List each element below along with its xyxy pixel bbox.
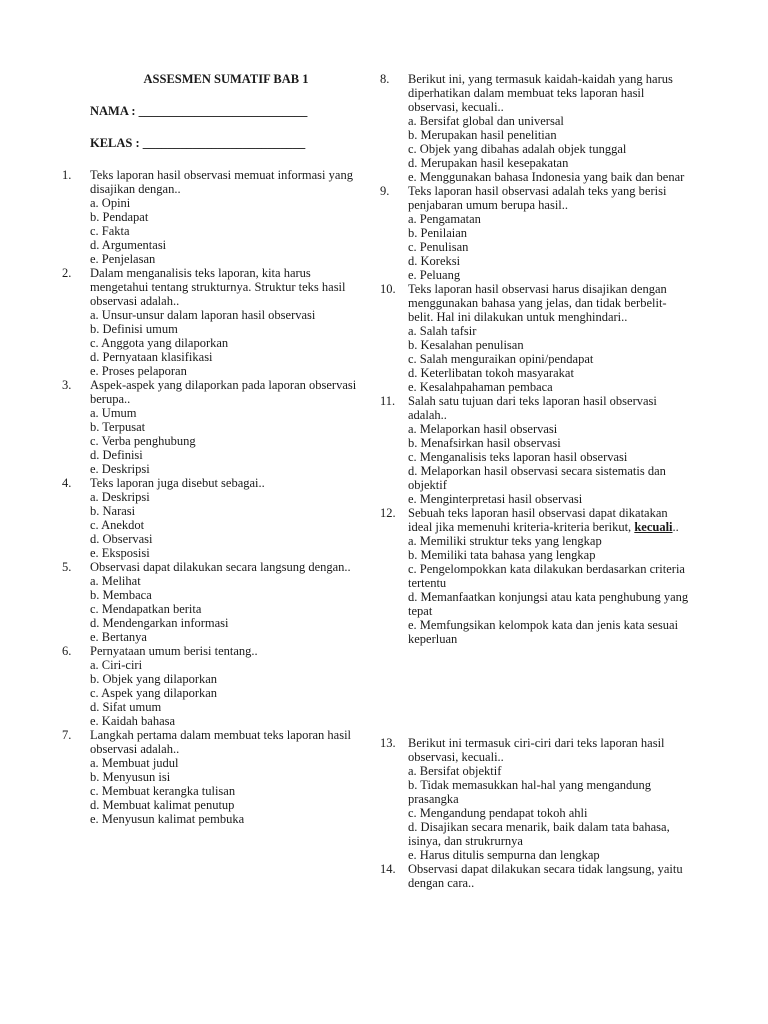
answer-option: e. Eksposisi (90, 546, 150, 560)
question-row (380, 506, 690, 534)
question-number: 8. (380, 72, 390, 86)
answer-option: a. Bersifat global dan universal (408, 114, 564, 128)
question-row (62, 644, 362, 658)
answer-option: c. Fakta (90, 224, 130, 238)
question-list-left (62, 168, 362, 826)
question-row (380, 394, 690, 422)
question-number: 10. (380, 282, 396, 296)
nama-field: NAMA : ___________________________ (90, 104, 308, 118)
answer-option: b. Terpusat (90, 420, 146, 434)
question-item (62, 560, 362, 644)
question-text: Teks laporan hasil observasi harus disajikan dengan menggunakan bahasa yang jelas, dan tidak berbelit-belit. Hal ini dilakukan untuk menghindari.. (408, 282, 667, 324)
question-number: 3. (62, 378, 72, 392)
answer-option: e. Memfungsikan kelompok kata dan jenis kata sesuai keperluan (408, 618, 679, 646)
question-item (380, 72, 690, 184)
question-number: 5. (62, 560, 72, 574)
answer-option: e. Penjelasan (90, 252, 156, 266)
question-text: Teks laporan hasil observasi memuat informasi yang disajikan dengan.. (90, 168, 353, 196)
answer-option: a. Melihat (90, 574, 141, 588)
answer-option: a. Bersifat objektif (408, 764, 502, 778)
answer-option: b. Pendapat (90, 210, 149, 224)
answer-option: b. Kesalahan penulisan (408, 338, 524, 352)
question-item (62, 476, 362, 560)
question-text: Observasi dapat dilakukan secara tidak langsung, yaitu dengan cara.. (408, 862, 683, 890)
answer-option: a. Melaporkan hasil observasi (408, 422, 558, 436)
question-row (380, 184, 690, 212)
answer-option: e. Harus ditulis sempurna dan lengkap (408, 848, 600, 862)
right-column (380, 72, 690, 890)
question-text: Berikut ini termasuk ciri-ciri dari teks laporan hasil observasi, kecuali.. (408, 736, 665, 764)
question-row (380, 282, 690, 324)
question-number: 9. (380, 184, 390, 198)
left-column (62, 72, 362, 826)
answer-option: b. Merupakan hasil penelitian (408, 128, 557, 142)
question-text: Salah satu tujuan dari teks laporan hasil observasi adalah.. (408, 394, 657, 422)
answer-option: e. Proses pelaporan (90, 364, 187, 378)
answer-option: c. Membuat kerangka tulisan (90, 784, 236, 798)
answer-option: d. Argumentasi (90, 238, 167, 252)
question-row (380, 736, 690, 764)
answer-option: e. Kesalahpahaman pembaca (408, 380, 553, 394)
question-row (62, 168, 362, 196)
answer-option: d. Koreksi (408, 254, 461, 268)
question-item (62, 266, 362, 378)
question-text: Dalam menganalisis teks laporan, kita harus mengetahui tentang strukturnya. Struktur teks hasil observasi adalah.. (90, 266, 346, 308)
answer-option: c. Salah menguraikan opini/pendapat (408, 352, 594, 366)
question-item (380, 282, 690, 394)
answer-option: e. Menyusun kalimat pembuka (90, 812, 245, 826)
question-item (380, 736, 690, 862)
answer-option: a. Umum (90, 406, 137, 420)
question-number: 7. (62, 728, 72, 742)
answer-option: a. Salah tafsir (408, 324, 477, 338)
answer-option: a. Pengamatan (408, 212, 481, 226)
answer-option: e. Kaidah bahasa (90, 714, 176, 728)
answer-option: c. Penulisan (408, 240, 469, 254)
answer-option: d. Observasi (90, 532, 153, 546)
answer-option: b. Membaca (90, 588, 152, 602)
answer-option: d. Mendengarkan informasi (90, 616, 229, 630)
answer-option: c. Verba penghubung (90, 434, 196, 448)
question-row (380, 862, 690, 890)
question-item (62, 644, 362, 728)
answer-option: c. Pengelompokkan kata dilakukan berdasarkan criteria tertentu (408, 562, 685, 590)
answer-option: d. Sifat umum (90, 700, 162, 714)
answer-option: d. Membuat kalimat penutup (90, 798, 235, 812)
question-number: 2. (62, 266, 72, 280)
question-number: 13. (380, 736, 396, 750)
question-number: 11. (380, 394, 396, 408)
question-item (380, 862, 690, 890)
keyword-kecuali: kecuali (634, 520, 673, 534)
question-row (62, 560, 362, 574)
answer-option: d. Keterlibatan tokoh masyarakat (408, 366, 574, 380)
answer-option: d. Pernyataan klasifikasi (90, 350, 213, 364)
question-list-right-bottom (380, 736, 690, 890)
question-text: Sebuah teks laporan hasil observasi dapat dikatakan ideal jika memenuhi kriteria-kriteria berikut, kecuali.. (408, 506, 679, 534)
kelas-field: KELAS : __________________________ (90, 136, 306, 150)
answer-option: a. Membuat judul (90, 756, 179, 770)
answer-option: b. Menyusun isi (90, 770, 171, 784)
answer-option: a. Deskripsi (90, 490, 150, 504)
answer-option: b. Penilaian (408, 226, 468, 240)
question-item (380, 394, 690, 506)
answer-option: e. Peluang (408, 268, 461, 282)
question-row (62, 728, 362, 756)
question-number: 12. (380, 506, 396, 520)
answer-option: d. Disajikan secara menarik, baik dalam tata bahasa, isinya, dan strukrurnya (408, 820, 670, 848)
answer-option: d. Memanfaatkan konjungsi atau kata penghubung yang tepat (408, 590, 689, 618)
question-row (62, 476, 362, 490)
answer-option: b. Definisi umum (90, 322, 178, 336)
answer-option: b. Tidak memasukkan hal-hal yang mengandung prasangka (408, 778, 652, 806)
question-row (62, 378, 362, 406)
question-item (62, 728, 362, 826)
question-number: 6. (62, 644, 72, 658)
answer-option: c. Aspek yang dilaporkan (90, 686, 218, 700)
question-text: Teks laporan juga disebut sebagai.. (90, 476, 265, 490)
question-list-right-top (380, 72, 690, 646)
answer-option: c. Menganalisis teks laporan hasil observasi (408, 450, 628, 464)
answer-option: e. Menginterpretasi hasil observasi (408, 492, 583, 506)
answer-option: e. Menggunakan bahasa Indonesia yang baik dan benar (408, 170, 685, 184)
answer-option: c. Mengandung pendapat tokoh ahli (408, 806, 588, 820)
answer-option: b. Memiliki tata bahasa yang lengkap (408, 548, 596, 562)
question-row (62, 266, 362, 308)
answer-option: b. Narasi (90, 504, 136, 518)
question-text: Pernyataan umum berisi tentang.. (90, 644, 258, 658)
question-item (62, 378, 362, 476)
answer-option: a. Opini (90, 196, 131, 210)
answer-option: e. Bertanya (90, 630, 147, 644)
question-number: 4. (62, 476, 72, 490)
answer-option: a. Unsur-unsur dalam laporan hasil observasi (90, 308, 316, 322)
answer-option: a. Ciri-ciri (90, 658, 143, 672)
answer-option: e. Deskripsi (90, 462, 150, 476)
question-text: Berikut ini, yang termasuk kaidah-kaidah yang harus diperhatikan dalam membuat teks laporan hasil observasi, kecuali.. (408, 72, 673, 114)
question-item (380, 506, 690, 646)
question-number: 1. (62, 168, 72, 182)
answer-option: c. Mendapatkan berita (90, 602, 202, 616)
question-number: 14. (380, 862, 396, 876)
question-row (380, 72, 690, 114)
page-title: ASSESMEN SUMATIF BAB 1 (143, 72, 309, 86)
question-text: Langkah pertama dalam membuat teks laporan hasil observasi adalah.. (90, 728, 352, 756)
answer-option: d. Definisi (90, 448, 143, 462)
answer-option: d. Melaporkan hasil observasi secara sistematis dan objektif (408, 464, 666, 492)
answer-option: a. Memiliki struktur teks yang lengkap (408, 534, 602, 548)
column-gap (380, 646, 690, 736)
answer-option: b. Objek yang dilaporkan (90, 672, 218, 686)
answer-option: c. Anekdot (90, 518, 145, 532)
question-text: Teks laporan hasil observasi adalah teks yang berisi penjabaran umum berupa hasil.. (408, 184, 667, 212)
question-item (380, 184, 690, 282)
answer-option: b. Menafsirkan hasil observasi (408, 436, 561, 450)
answer-option: c. Anggota yang dilaporkan (90, 336, 229, 350)
question-text: Aspek-aspek yang dilaporkan pada laporan observasi berupa.. (90, 378, 357, 406)
answer-option: d. Merupakan hasil kesepakatan (408, 156, 569, 170)
answer-option: c. Objek yang dibahas adalah objek tunggal (408, 142, 627, 156)
question-item (62, 168, 362, 266)
question-text: Observasi dapat dilakukan secara langsung dengan.. (90, 560, 351, 574)
